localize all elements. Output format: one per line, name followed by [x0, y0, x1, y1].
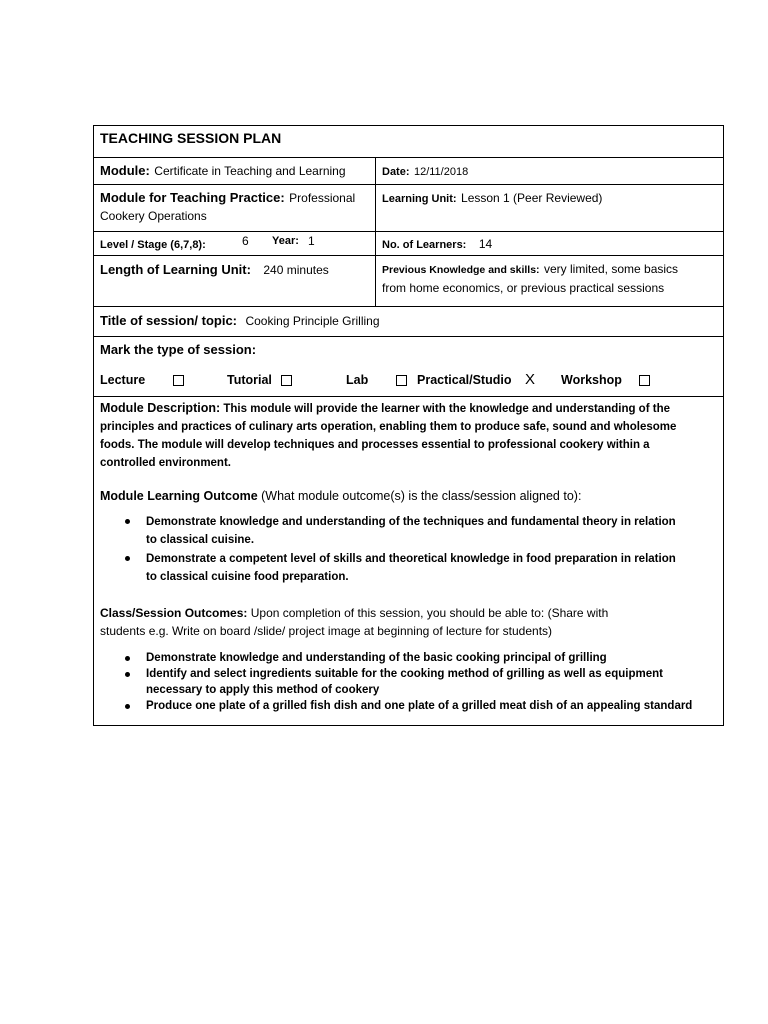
learning-unit-value: Lesson 1 (Peer Reviewed) — [461, 191, 603, 205]
length-label: Length of Learning Unit: — [100, 262, 251, 277]
module-outcome-label: Module Learning Outcome — [100, 489, 258, 503]
date-value: 12/11/2018 — [413, 166, 469, 178]
length-value: 240 minutes — [263, 263, 329, 277]
class-outcomes-intro — [100, 604, 717, 640]
list-item: Demonstrate a competent level of skills and theoretical knowledge in food preparation in relation to classical cuisine food preparation. — [100, 550, 717, 586]
module-row — [94, 158, 723, 185]
year-label: Year: — [272, 235, 299, 247]
lecture-option[interactable] — [100, 373, 227, 387]
module-description-label: Module Description: — [100, 401, 221, 415]
class-outcomes-intro-1: Upon completion of this session, you should be able to: (Share with — [250, 606, 609, 620]
topic-label: Title of session/ topic: — [100, 313, 238, 328]
session-type-row — [94, 337, 723, 397]
title-row — [94, 126, 723, 158]
prior-knowledge-cell — [376, 256, 723, 306]
year-value: 1 — [308, 234, 315, 248]
tutorial-checkbox[interactable] — [281, 375, 292, 386]
list-item: Demonstrate knowledge and understanding of the techniques and fundamental theory in relation to classical cuisine. — [100, 513, 717, 549]
module-description-line-1: This module will provide the learner with the knowledge and understanding of the — [223, 403, 670, 415]
description-cell — [94, 397, 723, 725]
session-type-label: Mark the type of session: — [100, 342, 257, 357]
workshop-checkbox[interactable] — [639, 375, 650, 386]
learners-label: No. of Learners: — [382, 239, 467, 251]
list-item: Produce one plate of a grilled fish dish and one plate of a grilled meat dish of an appealing standard — [100, 698, 717, 714]
topic-value: Cooking Principle Grilling — [245, 314, 380, 328]
class-outcomes-list — [100, 650, 717, 714]
teaching-practice-value-1: Professional — [289, 191, 356, 205]
teaching-practice-cell — [94, 185, 376, 231]
practical-selected-mark[interactable]: X — [524, 371, 535, 388]
module-description-line-4: controlled environment. — [100, 457, 231, 469]
date-label: Date: — [382, 166, 410, 178]
teaching-practice-label: Module for Teaching Practice: — [100, 190, 285, 205]
workshop-label: Workshop — [561, 372, 622, 387]
lecture-checkbox[interactable] — [173, 375, 184, 386]
date-cell — [376, 158, 723, 184]
module-outcome-heading — [100, 489, 717, 503]
practical-option[interactable] — [417, 371, 561, 388]
lab-label: Lab — [346, 372, 369, 387]
list-item: Identify and select ingredients suitable for the cooking method of grilling as well as equipment necessary to apply this method of cookery — [100, 666, 717, 698]
prior-knowledge-value-1: very limited, some basics — [544, 262, 679, 276]
teaching-practice-row — [94, 185, 723, 232]
learning-unit-label: Learning Unit: — [382, 193, 457, 205]
tutorial-label: Tutorial — [227, 372, 272, 387]
learning-unit-cell — [376, 185, 723, 231]
lab-checkbox[interactable] — [396, 375, 407, 386]
workshop-option[interactable] — [561, 373, 650, 387]
topic-row — [94, 307, 723, 337]
module-outcome-note: (What module outcome(s) is the class/session aligned to): — [261, 489, 582, 503]
prior-knowledge-label: Previous Knowledge and skills: — [382, 264, 540, 276]
teaching-practice-value-2: Cookery Operations — [100, 209, 207, 223]
module-cell — [94, 158, 376, 184]
list-item: Demonstrate knowledge and understanding of the basic cooking principal of grilling — [100, 650, 717, 666]
module-label: Module: — [100, 163, 150, 178]
module-value: Certificate in Teaching and Learning — [154, 164, 346, 178]
session-type-options — [100, 371, 717, 388]
class-outcomes-label: Class/Session Outcomes: — [100, 606, 248, 620]
practical-label: Practical/Studio — [417, 373, 512, 387]
level-label: Level / Stage (6,7,8): — [100, 239, 206, 251]
module-description-line-2: principles and practices of culinary arts operation, enabling them to produce safe, sound and wholesome — [100, 421, 677, 433]
length-cell — [94, 256, 376, 306]
learners-value: 14 — [478, 237, 493, 251]
page-title: TEACHING SESSION PLAN — [100, 130, 282, 146]
lecture-label: Lecture — [100, 372, 146, 387]
topic-cell — [94, 307, 386, 336]
description-row — [94, 397, 723, 725]
class-outcomes-intro-2: students e.g. Write on board /slide/ project image at beginning of lecture for students) — [100, 624, 553, 638]
tutorial-option[interactable] — [227, 373, 346, 387]
prior-knowledge-value-2: from home economics, or previous practical sessions — [382, 281, 665, 295]
module-description-line-3: foods. The module will develop techniques and processes essential to professional cookery within a — [100, 439, 650, 451]
module-description — [100, 399, 717, 472]
length-row — [94, 256, 723, 307]
session-plan-table — [93, 125, 724, 726]
learners-cell — [376, 232, 723, 255]
lab-option[interactable] — [346, 373, 417, 387]
level-row — [94, 232, 723, 256]
level-cell — [94, 232, 376, 255]
level-value: 6 — [242, 234, 249, 248]
session-type-cell — [94, 337, 723, 396]
module-outcome-list — [100, 513, 717, 586]
